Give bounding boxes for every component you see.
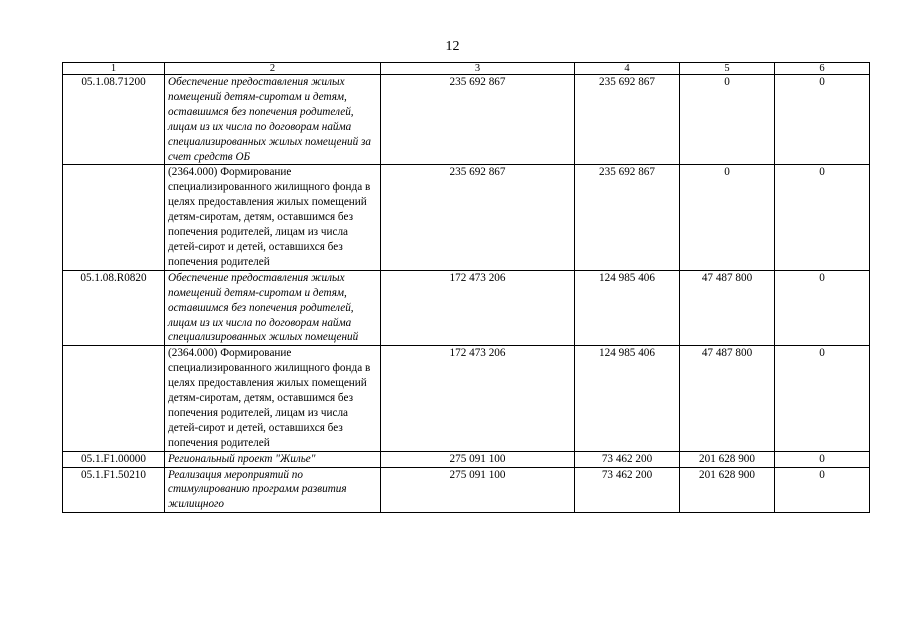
column-header-3: 3 — [381, 63, 575, 75]
column-header-5: 5 — [680, 63, 775, 75]
table-header-row — [63, 63, 870, 75]
row-description: Обеспечение предоставления жилых помещений детям-сиротам и детям, оставшимся без попечения родителей, лицам из их числа по договорам найма специализированных жилых помещений за счет средств ОБ — [165, 75, 381, 165]
row-code: 05.1.08.R0820 — [63, 270, 165, 346]
row-col3-value: 275 091 100 — [381, 451, 575, 467]
row-col4-value: 73 462 200 — [575, 467, 680, 513]
table-row — [63, 451, 870, 467]
row-col4-value: 235 692 867 — [575, 165, 680, 270]
row-col5-value: 0 — [680, 165, 775, 270]
table-row — [63, 165, 870, 270]
row-col5-value: 47 487 800 — [680, 346, 775, 451]
table-row — [63, 75, 870, 165]
column-header-4: 4 — [575, 63, 680, 75]
row-col3-value: 275 091 100 — [381, 467, 575, 513]
row-col6-value: 0 — [775, 75, 870, 165]
row-col5-value: 0 — [680, 75, 775, 165]
row-col6-value: 0 — [775, 346, 870, 451]
column-header-6: 6 — [775, 63, 870, 75]
budget-table — [62, 62, 870, 513]
row-col4-value: 73 462 200 — [575, 451, 680, 467]
table-row — [63, 467, 870, 513]
row-description: Обеспечение предоставления жилых помещений детям-сиротам и детям, оставшимся без попечения родителей, лицам из их числа по договорам найма специализированных жилых помещений — [165, 270, 381, 346]
row-code — [63, 346, 165, 451]
row-col6-value: 0 — [775, 467, 870, 513]
row-col6-value: 0 — [775, 165, 870, 270]
row-col5-value: 201 628 900 — [680, 467, 775, 513]
column-header-2: 2 — [165, 63, 381, 75]
row-description: (2364.000) Формирование специализированного жилищного фонда в целях предоставления жилых помещений детям-сиротам, детям, оставшимся без попечения родителей, лицам из числа детей-сирот и детей, оставшихся без попечения родителей — [165, 165, 381, 270]
row-code: 05.1.08.71200 — [63, 75, 165, 165]
row-col6-value: 0 — [775, 270, 870, 346]
row-col5-value: 201 628 900 — [680, 451, 775, 467]
row-col4-value: 124 985 406 — [575, 346, 680, 451]
row-col4-value: 235 692 867 — [575, 75, 680, 165]
row-col5-value: 47 487 800 — [680, 270, 775, 346]
table-row — [63, 270, 870, 346]
row-code — [63, 165, 165, 270]
row-description: Региональный проект "Жилье" — [165, 451, 381, 467]
table-row — [63, 346, 870, 451]
row-col3-value: 172 473 206 — [381, 346, 575, 451]
row-description: (2364.000) Формирование специализированного жилищного фонда в целях предоставления жилых помещений детям-сиротам, детям, оставшимся без попечения родителей, лицам из числа детей-сирот и детей, оставшихся без попечения родителей — [165, 346, 381, 451]
row-col3-value: 235 692 867 — [381, 75, 575, 165]
row-code: 05.1.F1.50210 — [63, 467, 165, 513]
row-col4-value: 124 985 406 — [575, 270, 680, 346]
row-code: 05.1.F1.00000 — [63, 451, 165, 467]
column-header-1: 1 — [63, 63, 165, 75]
row-col6-value: 0 — [775, 451, 870, 467]
row-col3-value: 172 473 206 — [381, 270, 575, 346]
row-description: Реализация мероприятий по стимулированию программ развития жилищного — [165, 467, 381, 513]
page-number: 12 — [445, 39, 460, 54]
row-col3-value: 235 692 867 — [381, 165, 575, 270]
